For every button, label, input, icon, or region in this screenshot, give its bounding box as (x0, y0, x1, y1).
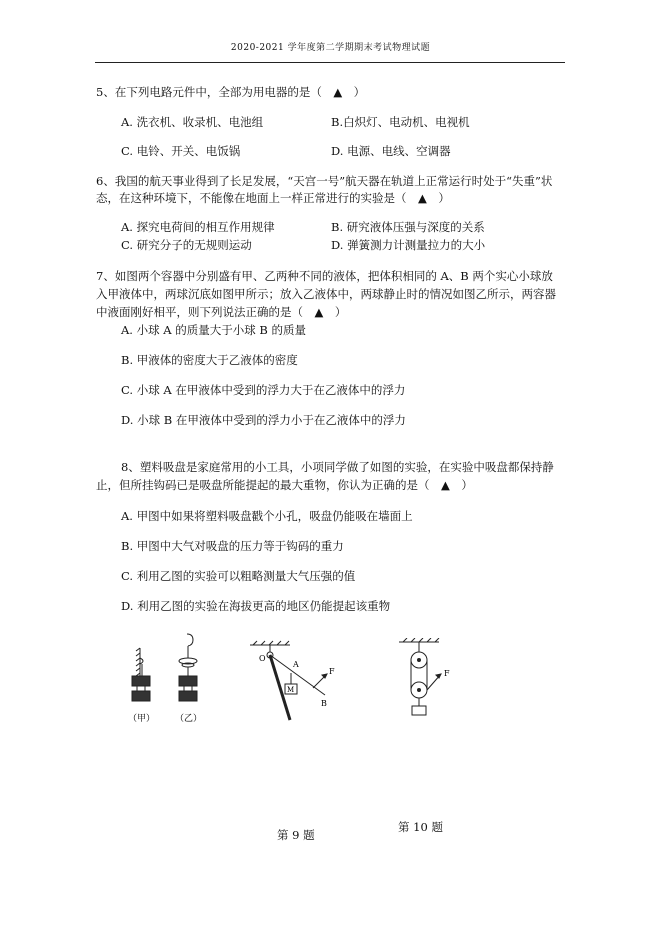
q7-option-b: B. 甲液体的密度大于乙液体的密度 (121, 353, 298, 367)
q7-option-d: D. 小球 B 在甲液体中受到的浮力小于在乙液体中的浮力 (121, 413, 406, 427)
caption-question-9: 第 9 题 (277, 828, 315, 842)
q7-stem-line3: 中液面刚好相平，则下列说法正确的是（ ▲ ） (96, 305, 347, 319)
figure-label-yi: （乙） (175, 714, 203, 724)
q8-option-a: A. 甲图中如果将塑料吸盘戳个小孔，吸盘仍能吸在墙面上 (121, 509, 413, 523)
pulley-figure (395, 638, 465, 723)
q6-option-c: C. 研究分子的无规则运动 (121, 238, 252, 252)
suction-cup-figure (120, 628, 220, 730)
q6-option-d: D. 弹簧测力计测量拉力的大小 (331, 238, 486, 252)
lever-label-b: B (321, 699, 327, 708)
q8-stem-line1: 8、塑料吸盘是家庭常用的小工具，小项同学做了如图的实验，在实验中吸盘都保持静 (121, 460, 554, 474)
q8-option-b: B. 甲图中大气对吸盘的压力等于钩码的重力 (121, 539, 344, 553)
q5-option-a: A. 洗衣机、收录机、电池组 (121, 115, 264, 129)
pulley-label-f: F (444, 669, 450, 678)
page-header: 2020-2021 学年度第二学期期末考试物理试题 (230, 43, 431, 53)
lever-figure (245, 640, 340, 725)
q8-option-c: C. 利用乙图的实验可以粗略测量大气压强的值 (121, 569, 356, 583)
q7-stem-line1: 7、如图两个容器中分别盛有甲、乙两种不同的液体，把体积相同的 A、B 两个实心小球放 (96, 269, 553, 283)
q6-option-b: B. 研究液体压强与深度的关系 (331, 220, 485, 234)
q7-stem-line2: 入甲液体中，两球沉底如图甲所示；放入乙液体中，两球静止时的情况如图乙所示，两容器 (96, 287, 556, 301)
q6-stem-line1: 6、我国的航天事业得到了长足发展，“天宫一号”航天器在轨道上正常运行时处于“失重”状 (96, 174, 553, 188)
lever-label-a: A (293, 660, 299, 669)
q8-stem-line2: 止，但所挂钩码已是吸盘所能提起的最大重物，你认为正确的是（ ▲ ） (96, 478, 473, 492)
figure-label-jia: （甲） (128, 714, 156, 724)
lever-label-o: O (259, 654, 266, 663)
q7-option-a: A. 小球 A 的质量大于小球 B 的质量 (121, 323, 306, 337)
q8-option-d: D. 利用乙图的实验在海拔更高的地区仍能提起该重物 (121, 599, 391, 613)
q5-option-b: B.白炽灯、电动机、电视机 (331, 115, 470, 129)
suction-cup-jia-illustration (132, 648, 150, 701)
header-rule (95, 62, 565, 63)
lever-label-f: F (329, 667, 335, 676)
q5-stem: 5、在下列电路元件中，全部为用电器的是（ ▲ ） (96, 85, 366, 99)
caption-question-10: 第 10 题 (398, 820, 443, 834)
q6-stem-line2: 态，在这种环境下，不能像在地面上一样正常进行的实验是（ ▲ ） (96, 191, 450, 205)
q5-option-d: D. 电源、电线、空调器 (331, 144, 451, 158)
q5-option-c: C. 电铃、开关、电饭锅 (121, 144, 241, 158)
q6-option-a: A. 探究电荷间的相互作用规律 (121, 220, 275, 234)
q7-option-c: C. 小球 A 在甲液体中受到的浮力大于在乙液体中的浮力 (121, 383, 406, 397)
lever-label-m: M (287, 686, 295, 694)
suction-cup-yi-illustration (179, 634, 197, 701)
